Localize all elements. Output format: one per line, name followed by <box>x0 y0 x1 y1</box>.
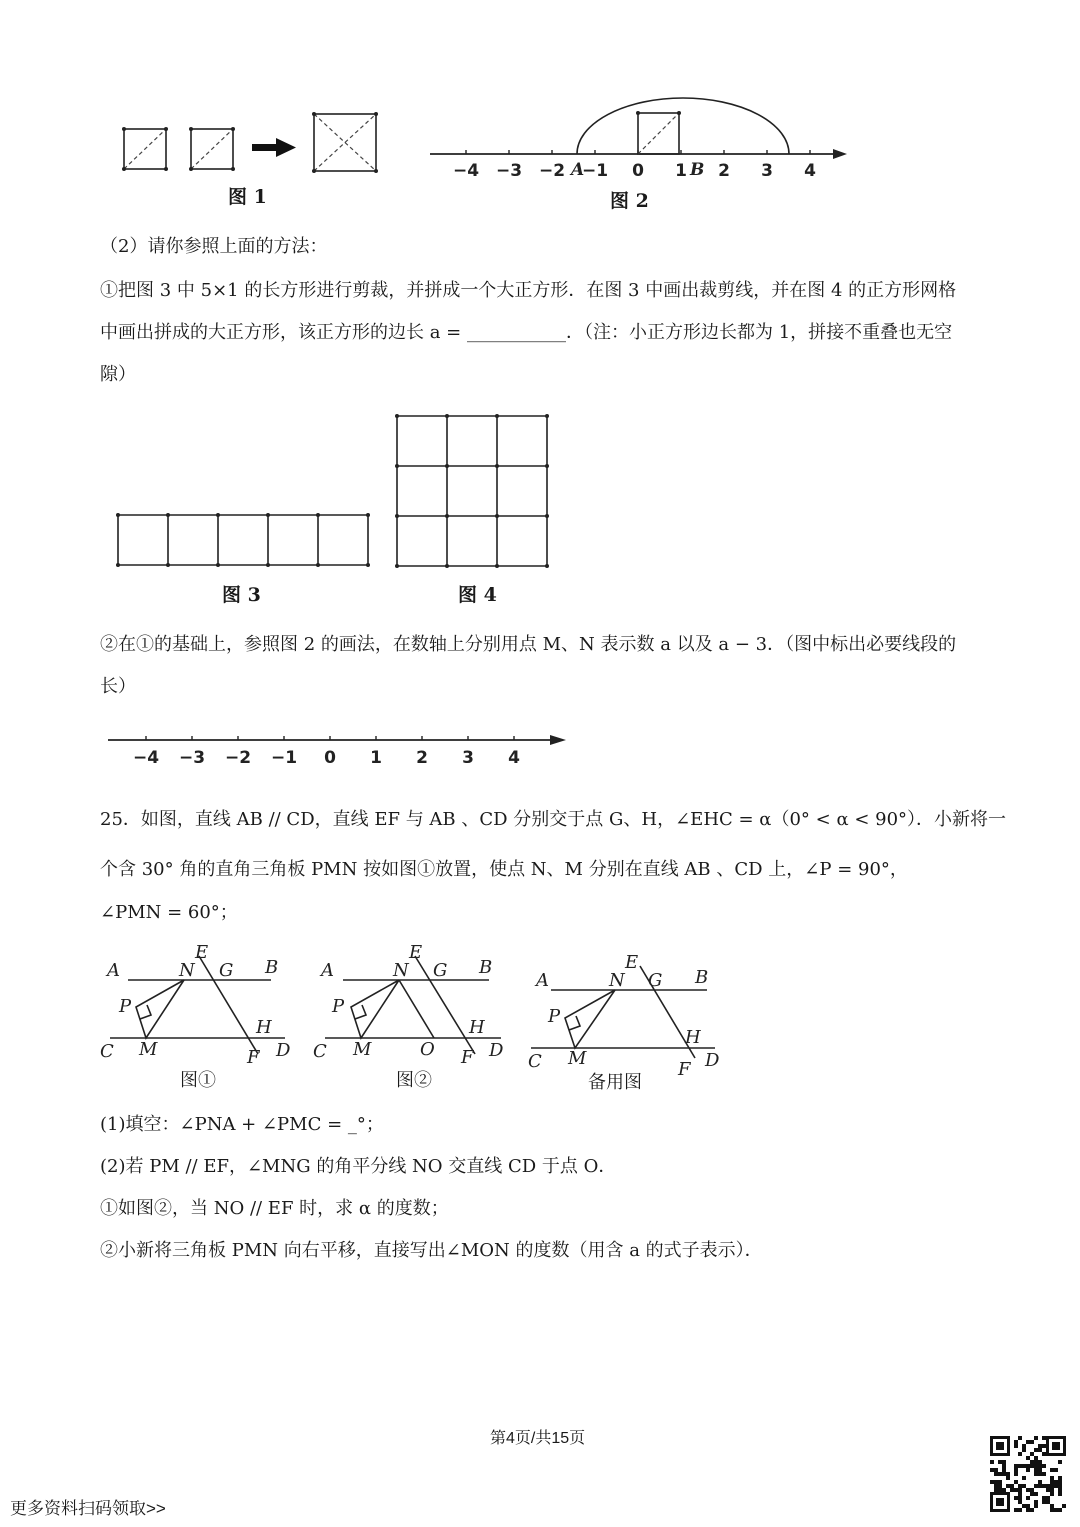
backup-label-f: F <box>678 1059 691 1080</box>
fig1-label-d: D <box>276 1040 291 1061</box>
figure-1-caption: 图 1 <box>228 186 267 208</box>
fig2-point-a: A <box>571 160 585 180</box>
q25-line1: 25．如图，直线 AB // CD，直线 EF 与 AB 、CD 分别交于点 G、H，∠EHC = α（0° < α < 90°）．小新将一 <box>100 809 1007 830</box>
fig1-label-e: E <box>195 942 209 963</box>
axis-tick-label: 4 <box>508 748 520 768</box>
backup-label-p: P <box>548 1006 561 1027</box>
fig1-label-p: P <box>119 996 132 1017</box>
axis-tick-label: −1 <box>270 748 298 768</box>
q25-sub1: (1)填空：∠PNA + ∠PMC = _°； <box>100 1114 384 1135</box>
backup-label-h: H <box>685 1027 701 1048</box>
axis-tick-label: −2 <box>224 748 252 768</box>
part2-heading: （2）请你参照上面的方法： <box>100 236 328 257</box>
fig1-label-b: B <box>265 957 279 978</box>
fig2-label-o: O <box>420 1039 435 1060</box>
figure-3-grid <box>110 505 380 575</box>
fig2-label-h: H <box>469 1017 485 1038</box>
fig2-label-e: E <box>409 942 423 963</box>
fig1-label-m: M <box>139 1039 158 1060</box>
figure-4-grid <box>388 408 558 574</box>
part2-item1-line2: 中画出拼成的大正方形，该正方形的边长 a = ___________．（注：小正方形边长都为 1，拼接不重叠也无空 <box>100 322 953 343</box>
fig2-tick-label: 3 <box>761 161 773 181</box>
fig2-tick-label: −4 <box>452 161 480 181</box>
footer-promo-text[interactable]: 更多资料扫码领取>> <box>10 1499 166 1518</box>
backup-label-e: E <box>625 952 639 973</box>
figure-3-caption: 图 3 <box>222 584 261 606</box>
fig2-label-b: B <box>479 957 493 978</box>
axis-tick-label: 1 <box>370 748 382 768</box>
axis-tick-label: −4 <box>132 748 160 768</box>
backup-label-a: A <box>536 970 549 991</box>
fig1-label-f: F <box>247 1047 260 1068</box>
qr-code-icon[interactable] <box>988 1434 1068 1514</box>
q25-sub2-1: ①如图②，当 NO // EF 时，求 α 的度数； <box>100 1198 449 1219</box>
fig1-label-h: H <box>256 1017 272 1038</box>
arrow-right-icon <box>252 138 296 157</box>
blank-number-line <box>100 725 580 775</box>
q25-fig2-caption: 图② <box>396 1070 432 1091</box>
fig2-label-m: M <box>353 1039 372 1060</box>
fig2-tick-label: 1 <box>675 161 687 181</box>
part2-item1-line3: 隙） <box>100 364 136 385</box>
q25-figure-2 <box>325 956 501 1054</box>
part2-item2-line1: ②在①的基础上，参照图 2 的画法，在数轴上分别用点 M、N 表示数 a 以及 a − 3．（图中标出必要线段的 <box>100 634 957 655</box>
q25-backup-caption: 备用图 <box>588 1072 642 1093</box>
figure-2-caption: 图 2 <box>610 190 649 212</box>
fig2-tick-label: −2 <box>538 161 566 181</box>
backup-label-c: C <box>528 1051 542 1072</box>
fig2-label-a: A <box>321 960 334 981</box>
fig1-label-g: G <box>219 960 234 981</box>
fig1-label-a: A <box>107 960 120 981</box>
q25-figure-1 <box>110 956 285 1054</box>
q25-fig1-caption: 图① <box>180 1070 216 1091</box>
axis-tick-label: 3 <box>462 748 474 768</box>
axis-tick-label: 2 <box>416 748 428 768</box>
backup-label-n: N <box>609 970 625 991</box>
fig2-point-b: B <box>690 160 705 180</box>
fig2-tick-label: 0 <box>632 161 644 181</box>
q25-sub2: (2)若 PM // EF，∠MNG 的角平分线 NO 交直线 CD 于点 O． <box>100 1156 617 1177</box>
fig2-label-n: N <box>393 960 409 981</box>
fig2-label-c: C <box>313 1041 327 1062</box>
fig2-tick-label: −1 <box>581 161 609 181</box>
axis-tick-label: −3 <box>178 748 206 768</box>
q25-line3: ∠PMN = 60°； <box>100 902 238 923</box>
axis-tick-label: 0 <box>324 748 336 768</box>
fig2-tick-label: −3 <box>495 161 523 181</box>
q25-sub2-2: ②小新将三角板 PMN 向右平移，直接写出∠MON 的度数（用含 a 的式子表示）． <box>100 1240 763 1261</box>
part2-item1-line1: ①把图 3 中 5×1 的长方形进行剪裁，并拼成一个大正方形．在图 3 中画出裁剪线，并在图 4 的正方形网格 <box>100 280 957 301</box>
fig2-label-p: P <box>332 996 345 1017</box>
backup-label-d: D <box>705 1050 720 1071</box>
page-number: 第4页/共15页 <box>490 1430 586 1447</box>
figure-2 <box>425 90 855 190</box>
fig2-label-f: F <box>461 1047 474 1068</box>
backup-label-b: B <box>695 967 709 988</box>
fig2-tick-label: 2 <box>718 161 730 181</box>
q25-line2: 个含 30° 角的直角三角板 PMN 按如图①放置，使点 N、M 分别在直线 AB 、CD 上，∠P = 90°， <box>100 859 908 880</box>
fig2-label-g: G <box>433 960 448 981</box>
backup-label-m: M <box>568 1048 587 1069</box>
figure-4-caption: 图 4 <box>458 584 497 606</box>
fig2-tick-label: 4 <box>804 161 816 181</box>
fig1-label-n: N <box>179 960 195 981</box>
part2-item2-line2: 长） <box>100 676 136 697</box>
backup-label-g: G <box>648 970 663 991</box>
fig2-label-d: D <box>489 1040 504 1061</box>
fig1-label-c: C <box>100 1041 114 1062</box>
